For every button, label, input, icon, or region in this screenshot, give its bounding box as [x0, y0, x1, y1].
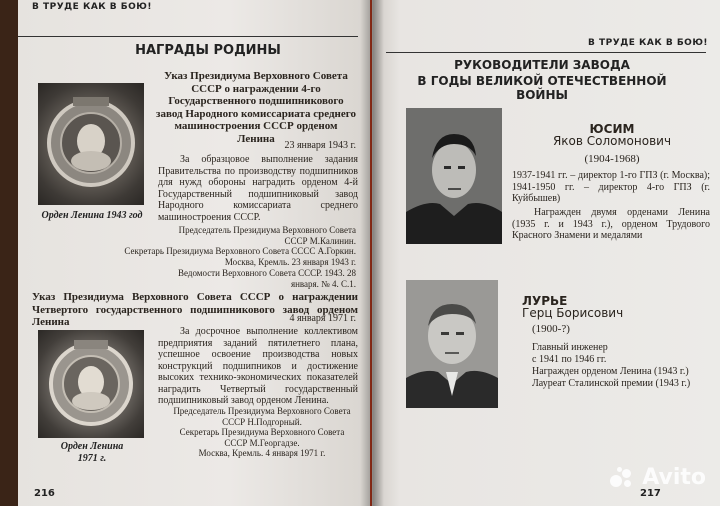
order-of-lenin-1971-photo: [38, 330, 144, 438]
running-head-right: В ТРУДЕ КАК В БОЮ!: [588, 38, 708, 48]
photo2-caption-line1: Орден Ленина: [60, 441, 124, 452]
running-head-left: В ТРУДЕ КАК В БОЮ!: [32, 2, 152, 12]
page-title-left: НАГРАДЫ РОДИНЫ: [135, 43, 281, 58]
decree1-heading: Указ Президиума Верховного Совета СССР о награждении 4-го Государственного подшипникового завод Народного комиссариата среднего машиностроения СССР орденом Ленина: [156, 70, 356, 145]
photo1-caption: Орден Ленина 1943 год: [41, 210, 143, 221]
avito-watermark-text: Avito: [642, 465, 706, 490]
person2-name: Герц Борисович: [522, 306, 624, 320]
lurie-portrait: [406, 280, 498, 408]
page-title-right-line1: РУКОВОДИТЕЛИ ЗАВОДА: [454, 58, 630, 72]
decree2-sign1: Председатель Президиума Верховного Совета СССР Н.Подгорный.: [173, 406, 351, 427]
page-title-right-line2: В ГОДЫ ВЕЛИКОЙ ОТЕЧЕСТВЕННОЙ ВОЙНЫ: [417, 74, 667, 102]
decree2-place: Москва, Кремль. 4 января 1971 г.: [198, 448, 326, 458]
gutter-shadow: [360, 0, 384, 506]
avito-watermark: [610, 465, 706, 490]
decree1-source: Ведомости Верховного Совета СССР. 1943. 28 января. № 4. С.1.: [177, 268, 356, 289]
decree1-sign1: Председатель Президиума Верховного Совета СССР М.Калинин.: [178, 225, 356, 246]
person1-awards: Награжден двумя орденами Ленина (1935 г. и 1943 г.), орденом Трудового Красного Знамени и медалями: [512, 207, 710, 241]
title-rule-left: [18, 36, 358, 37]
photo2-caption-line2: 1971 г.: [77, 453, 107, 464]
person2-surname: ЛУРЬЕ: [522, 294, 568, 308]
yusim-portrait: [406, 108, 502, 244]
person2-role: Главный инженер: [532, 342, 608, 353]
person2-period: с 1941 по 1946 гг.: [532, 354, 607, 365]
page-number-right: 217: [640, 488, 661, 499]
decree1-sign2: Секретарь Президиума Верховного Совета СССС А.Горкин.: [124, 246, 356, 256]
left-page: [18, 0, 370, 506]
person2-award2: Лауреат Сталинской премии (1943 г.): [532, 378, 691, 389]
decree2-body: За досрочное выполнение коллективом предприятия заданий пятилетнего плана, успешное освоение производства новых конструкций подшипников и достижение высоких технико-экономических показателей наградить Четвертый государственный подшипниковый завод орденом Ленина.: [158, 326, 358, 406]
person2-years: (1900-?): [532, 323, 570, 335]
avito-logo-icon: [610, 467, 636, 489]
decree2-sign2: Секретарь Президиума Верховного Совета СССР М.Георгадзе.: [179, 427, 345, 448]
decree1-body: За образцовое выполнение задания Правительства по производству подшипников для нужд обороны наградить орденом 4-й Государственный подшипниковый завод Народного комиссариата среднего машиностроения СССР.: [158, 154, 358, 223]
person1-bio: 1937-1941 гг. – директор 1-го ГПЗ (г. Москва); 1941-1950 гг. – директор 4-го ГПЗ (г. Куйбышев): [512, 170, 710, 204]
right-page: [372, 0, 720, 506]
person2-award1: Награжден орденом Ленина (1943 г.): [532, 366, 689, 377]
person1-surname: ЮСИМ: [589, 122, 635, 136]
person1-name: Яков Соломонович: [552, 134, 672, 148]
decree1-place: Москва, Кремль. 23 января 1943 г.: [224, 257, 356, 267]
page-number-left: 216: [34, 488, 55, 499]
order-of-lenin-1943-photo: [38, 83, 144, 205]
person1-years: (1904-1968): [584, 153, 640, 165]
decree2-heading: Указ Президиума Верховного Совета СССР о награждении Четвертого государственного подшипникового завод орденом Ленина: [32, 291, 358, 328]
decree1-date: 23 января 1943 г.: [284, 140, 356, 151]
title-rule-right: [386, 52, 706, 53]
decree2-date: 4 января 1971 г.: [289, 313, 356, 324]
